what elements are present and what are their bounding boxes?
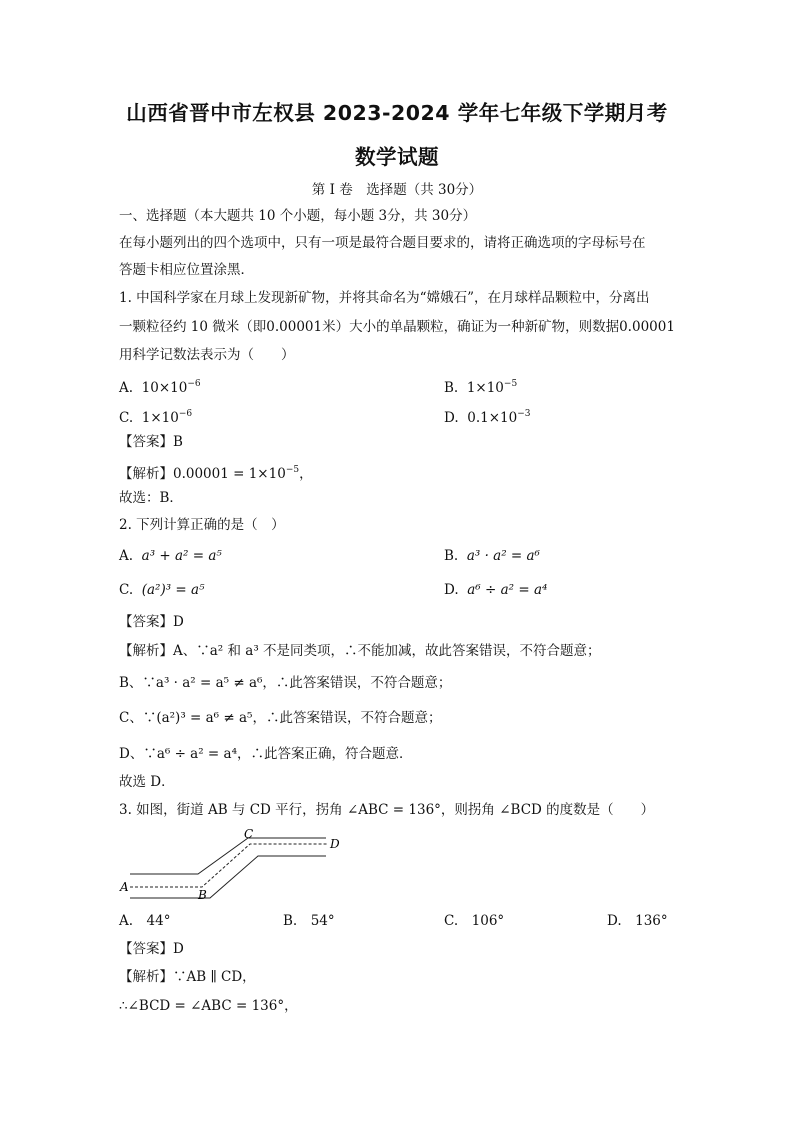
- q2-analysis-a: 【解析】A、∵a² 和 a³ 不是同类项，∴不能加减，故此答案错误，不符合题意；: [119, 643, 601, 659]
- section-heading: 第 I 卷 选择题（共 30分）: [311, 182, 483, 198]
- q2-stem: 2. 下列计算正确的是（ ）: [119, 517, 285, 533]
- street-lower-edge: [130, 856, 326, 898]
- q3-option-c: C. 106°: [444, 913, 505, 929]
- q1-stem-text-a: 一颗粒径约 10 微米（即: [119, 319, 267, 335]
- q1-analysis: 【解析】$0.00001 = 1\times 10^{-5}$，: [119, 465, 313, 482]
- q1-stem-line-3: 用科学记数法表示为（ ）: [119, 347, 295, 363]
- street-figure: [118, 826, 344, 904]
- q1-option-d: D. $0.1\times 10^{-3}$: [444, 409, 531, 426]
- q1-option-b: B. $1\times 10^{-5}$: [444, 379, 518, 396]
- q3-analysis-a: 【解析】∵AB ∥ CD，: [119, 969, 256, 985]
- exam-title: 山西省晋中市左权县 2023-2024 学年七年级下学期月考: [126, 101, 668, 125]
- q1-stem-line-1: 1. 中国科学家在月球上发现新矿物，并将其命名为“嫦娥石”，在月球样品颗粒中，分离出: [119, 290, 650, 306]
- q1-answer: 【答案】B: [119, 434, 183, 450]
- q3-answer: 【答案】D: [119, 941, 184, 957]
- q1-option-a: A. $10\times 10^{-6}$: [119, 379, 201, 396]
- label-a: A: [120, 880, 129, 894]
- q3-analysis-b: ∴∠BCD = ∠ABC = 136°，: [119, 998, 298, 1014]
- q1-number: 0.00001: [266, 319, 323, 335]
- q2-option-d: D. a⁶ ÷ a² = a⁴: [444, 582, 548, 598]
- q2-conclusion: 故选 D．: [119, 774, 175, 790]
- q2-option-b: B. a³ · a² = a⁶: [444, 548, 540, 564]
- q1-option-c: C. $1\times 10^{-6}$: [119, 409, 193, 426]
- q3-option-d: D. 136°: [607, 913, 668, 929]
- q1-stem-line-2: [119, 317, 675, 337]
- q2-option-c: C. (a²)³ = a⁵: [119, 582, 205, 598]
- q3-stem: 3. 如图，街道 AB 与 CD 平行，拐角 ∠ABC = 136°，则拐角 ∠BCD 的度数是（ ）: [119, 802, 655, 818]
- q1-conclusion: 故选：B．: [119, 490, 183, 506]
- label-c: C: [244, 827, 254, 841]
- street-centerline: [130, 844, 328, 887]
- label-b: B: [198, 888, 207, 902]
- q2-option-a: A. a³ + a² = a⁵: [119, 548, 222, 564]
- q1-number-2: 0.00001: [619, 319, 675, 335]
- q3-option-a: A. 44°: [119, 913, 171, 929]
- label-d: D: [330, 837, 340, 851]
- part-heading: 一、选择题（本大题共 10 个小题，每小题 3分，共 30分）: [119, 208, 477, 224]
- q2-answer: 【答案】D: [119, 614, 184, 630]
- exam-subtitle: 数学试题: [355, 145, 439, 169]
- q2-analysis-b: B、∵a³ · a² = a⁵ ≠ a⁶，∴此答案错误，不符合题意；: [119, 675, 452, 691]
- instructions-line-1: 在每小题列出的四个选项中，只有一项是最符合题目要求的，请将正确选项的字母标号在: [119, 235, 646, 251]
- instructions-line-2: 答题卡相应位置涂黑．: [119, 262, 254, 278]
- q1-stem-text-b: 米）大小的单晶颗粒，确证为一种新矿物，则数据: [322, 319, 620, 335]
- q3-option-b: B. 54°: [283, 913, 335, 929]
- q2-analysis-c: C、∵(a²)³ = a⁶ ≠ a⁵，∴此答案错误，不符合题意；: [119, 710, 442, 726]
- q2-analysis-d: D、∵a⁶ ÷ a² = a⁴，∴此答案正确，符合题意．: [119, 746, 413, 762]
